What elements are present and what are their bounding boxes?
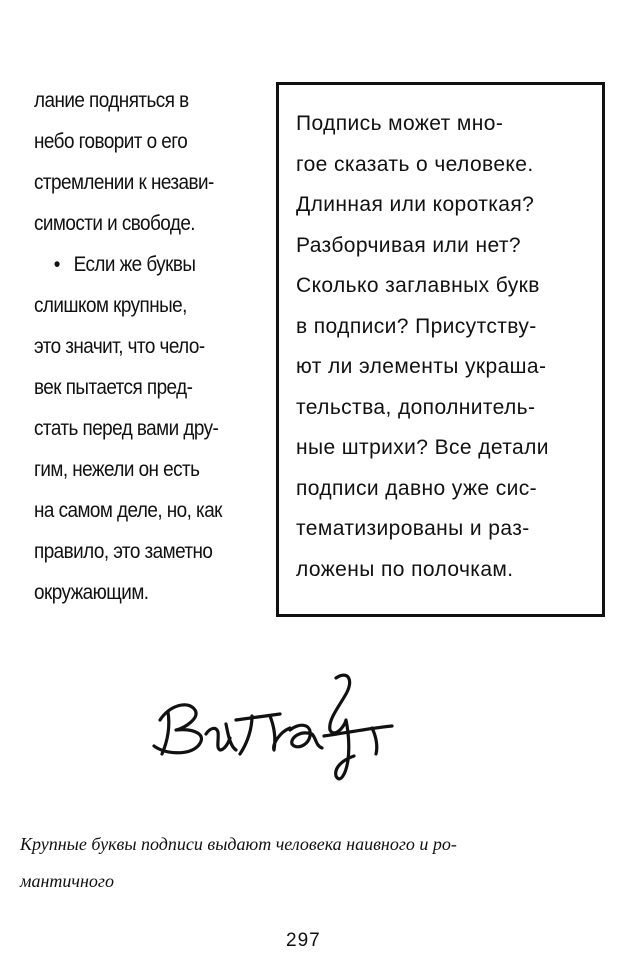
box-text-line: тематизированы и раз-	[296, 517, 530, 540]
text-line: небо говорит о его	[34, 130, 188, 153]
caption-line: мантичного	[20, 871, 114, 891]
page-number: 297	[286, 930, 321, 951]
box-text-line: Разборчивая или нет?	[296, 233, 521, 257]
bullet-icon: •	[53, 253, 60, 276]
text-line: слишком крупные,	[34, 294, 187, 317]
bullet-item	[34, 244, 241, 285]
left-text-column	[34, 80, 241, 613]
text-line: стремлении к незави-	[34, 171, 214, 194]
box-text-line: подписи давно уже сис-	[296, 476, 538, 500]
text-line: век пытается пред-	[34, 376, 193, 399]
text-line: правило, это заметно	[34, 540, 213, 563]
text-line: это значит, что чело-	[34, 335, 205, 358]
box-text-line: ложены по полочкам.	[296, 557, 514, 581]
text-line: стать перед вами дру-	[34, 417, 219, 440]
text-line: симости и свободе.	[34, 212, 196, 235]
text-line: гим, нежели он есть	[34, 458, 200, 481]
box-text-line: в подписи? Присутству-	[296, 314, 537, 338]
bullet-text: Если же буквы	[73, 253, 196, 276]
figure-caption	[20, 826, 600, 900]
box-text-line: Сколько заглавных букв	[296, 274, 540, 297]
box-text-line: тельства, дополнитель-	[296, 395, 536, 419]
caption-line: Крупные буквы подписи выдают человека наивного и ро-	[20, 834, 457, 854]
sidebar-box-text	[296, 104, 596, 590]
box-text-line: Подпись может мно-	[296, 112, 504, 135]
box-text-line: гое сказать о человеке.	[296, 152, 534, 176]
text-line: лание подняться в	[34, 89, 189, 112]
box-text-line: Длинная или короткая?	[296, 193, 535, 216]
text-line: на самом деле, но, как	[34, 499, 222, 522]
box-text-line: ют ли элементы украша-	[296, 355, 547, 378]
text-line: окружающим.	[34, 581, 149, 604]
box-text-line: ные штрихи? Все детали	[296, 436, 549, 459]
handwritten-signature	[140, 650, 440, 810]
